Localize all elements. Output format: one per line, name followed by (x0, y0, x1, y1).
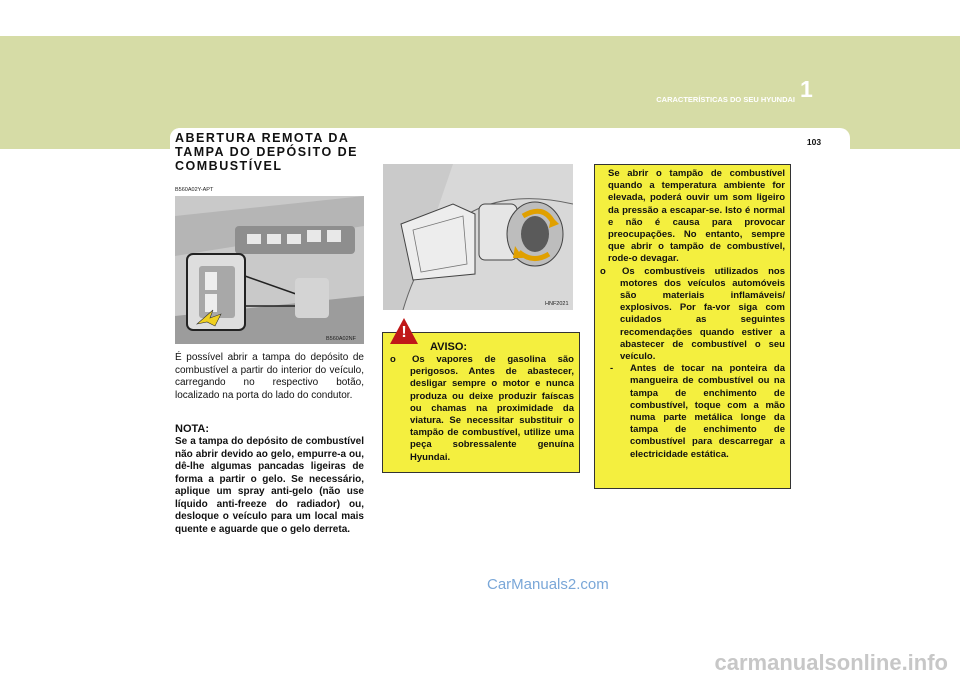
page-number: 103 (785, 135, 843, 149)
info-para1: Se abrir o tampão de combustível quando a temperatura ambiente for elevada, poderá ouvir um som ligeiro da pressão a escapar-se. Isto é normal e não é causa para provocar preocupações. No entanto, sempre que abrir o tampão de combustível, rode-o devagar. (608, 168, 785, 265)
info-bullet: o (600, 265, 606, 277)
chapter-number: 1 (800, 76, 813, 102)
body-paragraph: É possível abrir a tampa do depósito de combustível a partir do interior do veículo, carregando no respectivo botão, localizado na porta do lado do condutor. (175, 352, 364, 401)
door-panel-photo (175, 196, 364, 344)
middle-image-code: HNF2021 (545, 301, 569, 307)
warning-bullet-item (386, 354, 574, 464)
nota-text: Se a tampa do depósito de combustível não abrir devido ao gelo, empurre-a ou, dê-lhe algumas pancadas ligeiras de forma a partir o gelo. Se necessário, aplique um spray anti-gelo (não use líquido anti-freeze do radiador) ou, desloque o veículo para um local mais quente e aguarde que o gelo derreta. (175, 436, 364, 535)
chapter-title: CARACTERÍSTICAS DO SEU HYUNDAI (656, 95, 795, 104)
info-para3: Antes de tocar na ponteira da mangueira de combustível ou na tampa de enchimento de combustível, toque com a mão numa parte metálica longe da tampa de enchimento de combustível para descarregar a electricidade estática. (630, 363, 785, 460)
warning-bullet: o (390, 354, 396, 365)
watermark-carmanualsonline[interactable]: carmanualsonline.info (714, 650, 948, 675)
warning-title: AVISO: (430, 341, 468, 353)
info-dash: - (610, 363, 614, 375)
watermark-carmanuals2[interactable]: CarManuals2.com (487, 576, 609, 593)
info-para2: Os combustíveis utilizados nos motores dos veículos automóveis são materiais inflamáveis/ explosivos. Por fa-vor siga com cuidados as seguintes recomendações quando estiver a abastecer de combustível o seu veículo. (620, 265, 785, 363)
section-code: B560A02Y-APT (175, 187, 214, 193)
nota-title: NOTA: (175, 423, 210, 435)
fuel-door-photo (383, 164, 573, 310)
info-bullet-item (596, 266, 785, 364)
left-image-code: B560A02NF (326, 336, 356, 342)
info-dash-item (596, 363, 785, 461)
section-heading: ABERTURA REMOTA DA TAMPA DO DEPÓSITO DE COMBUSTÍVEL (175, 131, 359, 173)
info-body (596, 168, 785, 461)
warning-text: Os vapores de gasolina são perigosos. Antes de abastecer, desligar sempre o motor e nunca produza ou deixe produzir faíscas ou chamas na proximidade da viatura. Se necessitar substituir o tampão de combustível, utilize uma peça sobressalente genuína Hyundai. (410, 354, 574, 463)
warning-body (386, 354, 574, 464)
exclamation-icon: ! (401, 324, 407, 341)
